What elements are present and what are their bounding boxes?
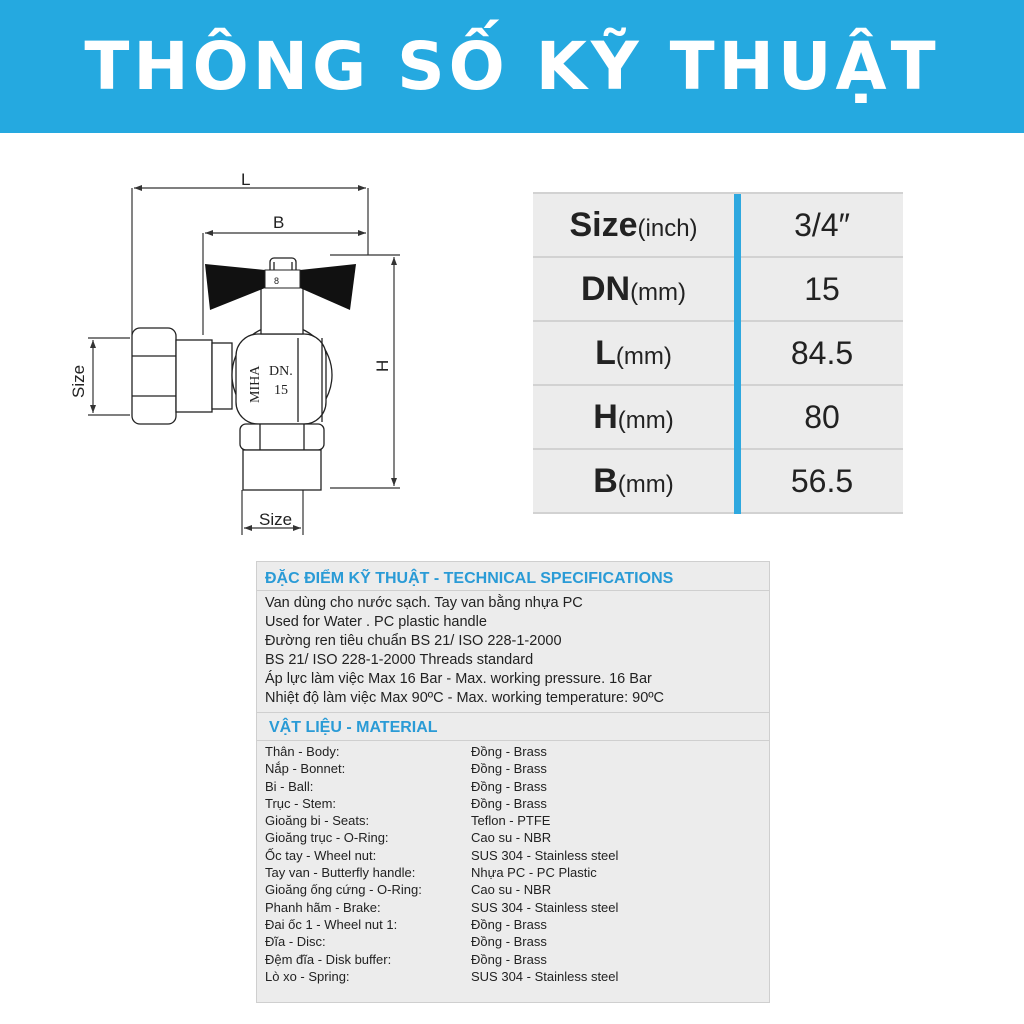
table-row: [533, 385, 903, 449]
tech-line: Nhiệt độ làm việc Max 90ºC - Max. working temperature: 90ºC: [265, 690, 665, 706]
material-heading: VẬT LIỆU - MATERIAL: [257, 712, 769, 741]
dim-label-L: L: [241, 170, 251, 189]
table-row: [533, 257, 903, 321]
material-part: Đệm đĩa - Disk buffer:: [265, 951, 392, 967]
page-title: THÔNG SỐ KỸ THUẬT: [84, 28, 940, 105]
tech-lines: [257, 591, 769, 712]
material-part: Ốc tay - Wheel nut:: [265, 847, 377, 863]
material-value: Teflon - PTFE: [471, 813, 551, 829]
material-part: Lò xo - Spring:: [265, 968, 350, 984]
spec-key: H(mm): [533, 385, 734, 449]
body-dn-value: 15: [274, 383, 288, 398]
tech-line: Van dùng cho nước sạch. Tay van bằng nhựa PC: [265, 595, 583, 611]
table-row: [533, 449, 903, 513]
table-divider: [734, 257, 741, 321]
spec-value: 56.5: [741, 449, 903, 513]
list-item: [257, 829, 769, 846]
tech-line: Áp lực làm việc Max 16 Bar - Max. working pressure. 16 Bar: [265, 671, 652, 687]
material-value: Đồng - Brass: [471, 916, 547, 932]
material-value: SUS 304 - Stainless steel: [471, 899, 619, 915]
tech-line: Used for Water . PC plastic handle: [265, 614, 487, 630]
material-value: Đồng - Brass: [471, 951, 547, 967]
material-part: Đĩa - Disc:: [265, 934, 326, 950]
material-part: Tay van - Butterfly handle:: [265, 865, 416, 881]
valve-technical-drawing: [60, 160, 440, 540]
spec-value: 15: [741, 257, 903, 321]
technical-specifications-box: [256, 561, 770, 1003]
material-value: Đồng - Brass: [471, 744, 547, 759]
list-item: [257, 795, 769, 812]
list-item: [257, 916, 769, 933]
material-value: Đồng - Brass: [471, 778, 547, 794]
material-part: Phanh hãm - Brake:: [265, 899, 381, 915]
material-value: SUS 304 - Stainless steel: [471, 847, 619, 863]
body-brand: MIHA: [248, 365, 263, 403]
material-value: Nhựa PC - PC Plastic: [471, 865, 597, 881]
spec-key: Size(inch): [533, 193, 734, 257]
material-part: Bi - Ball:: [265, 778, 314, 794]
spec-value: 3/4″: [741, 193, 903, 257]
table-divider: [734, 321, 741, 385]
tech-line: BS 21/ ISO 228-1-2000 Threads standard: [265, 652, 534, 668]
material-part: Gioăng ống cứng - O-Ring:: [265, 882, 422, 898]
material-part: Trục - Stem:: [265, 795, 337, 811]
dim-label-size-left: Size: [69, 364, 88, 398]
tech-heading: ĐẶC ĐIỂM KỸ THUẬT - TECHNICAL SPECIFICATIONS: [257, 562, 769, 591]
table-row: [533, 193, 903, 257]
material-part: Thân - Body:: [265, 744, 340, 759]
material-value: Cao su - NBR: [471, 882, 552, 898]
material-value: Đồng - Brass: [471, 761, 547, 777]
list-item: [257, 812, 769, 829]
spec-key: B(mm): [533, 449, 734, 513]
spec-value: 84.5: [741, 321, 903, 385]
list-item: [257, 864, 769, 881]
spec-key: DN(mm): [533, 257, 734, 321]
spec-key: L(mm): [533, 321, 734, 385]
list-item: [257, 968, 769, 985]
list-item: [257, 778, 769, 795]
list-item: [257, 899, 769, 916]
material-part: Gioăng trục - O-Ring:: [265, 830, 389, 846]
material-value: SUS 304 - Stainless steel: [471, 968, 619, 984]
dim-label-size-bottom: Size: [259, 510, 293, 529]
table-divider: [734, 193, 741, 257]
list-item: [257, 760, 769, 777]
material-list: [257, 743, 769, 985]
list-item: [257, 881, 769, 898]
material-part: Đai ốc 1 - Wheel nut 1:: [265, 916, 398, 932]
table-divider: [734, 449, 741, 513]
list-item: [257, 951, 769, 968]
material-part: Nắp - Bonnet:: [265, 761, 346, 777]
list-item: [257, 743, 769, 760]
spec-table: [533, 192, 903, 514]
title-banner: [0, 0, 1024, 133]
material-value: Đồng - Brass: [471, 934, 547, 950]
dim-label-B: B: [273, 213, 285, 232]
table-divider: [734, 385, 741, 449]
list-item: [257, 933, 769, 950]
body-dn-label: DN.: [269, 364, 293, 379]
table-row: [533, 321, 903, 385]
material-value: Cao su - NBR: [471, 830, 552, 846]
dim-label-H: H: [373, 359, 392, 372]
tech-line: Đường ren tiêu chuẩn BS 21/ ISO 228-1-2000: [265, 633, 562, 649]
handle-mark: 8: [274, 276, 280, 286]
list-item: [257, 847, 769, 864]
material-part: Gioăng bi - Seats:: [265, 813, 370, 829]
spec-value: 80: [741, 385, 903, 449]
material-value: Đồng - Brass: [471, 795, 547, 811]
